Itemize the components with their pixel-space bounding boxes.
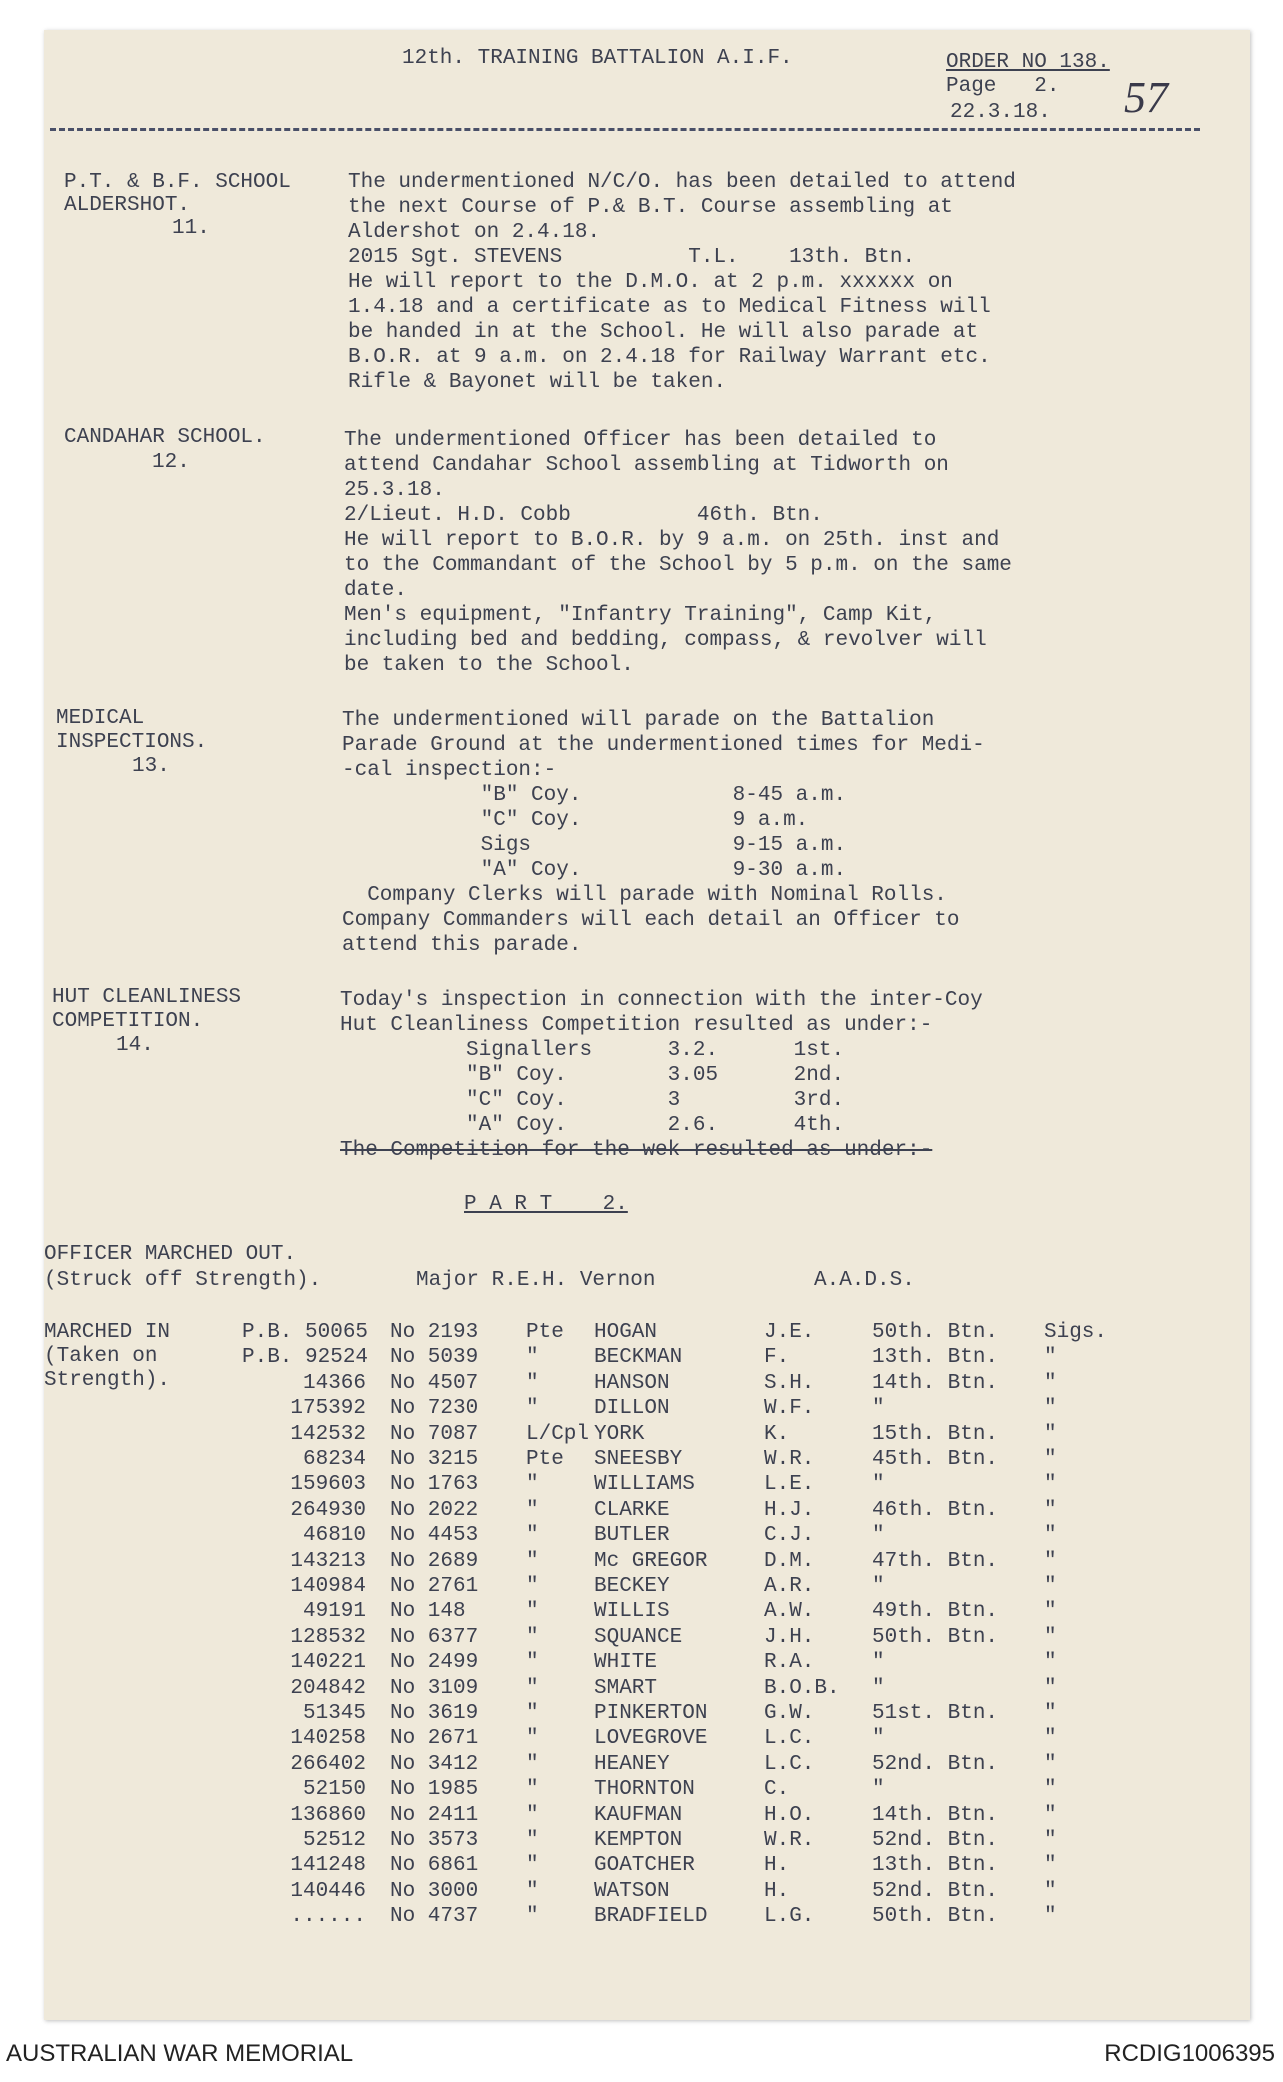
cell-unit: 45th. Btn.: [872, 1448, 999, 1471]
cell-no: No 3573: [390, 1829, 479, 1852]
marched-in-label: MARCHED IN: [44, 1321, 171, 1344]
body-line: Company Commanders will each detail an Officer to: [342, 909, 960, 932]
cell-rank: Pte: [526, 1321, 564, 1344]
cell-no: No 5039: [390, 1346, 479, 1370]
body-line: "C" Coy. 3 3rd.: [340, 1089, 845, 1112]
cell-name: KAUFMAN: [594, 1803, 683, 1827]
cell-unit: 49th. Btn.: [872, 1600, 999, 1624]
cell-unit: ": [872, 1676, 885, 1700]
cell-name: KEMPTON: [594, 1829, 683, 1852]
cell-name: BUTLER: [594, 1524, 670, 1548]
cell-no: No 4453: [390, 1524, 479, 1548]
section-heading: COMPETITION.: [52, 1010, 204, 1033]
cell-init: J.E.: [764, 1321, 815, 1344]
cell-unit: ": [872, 1727, 885, 1751]
body-line: the next Course of P.& B.T. Course assembling at: [348, 196, 953, 219]
body-line: to the Commandant of the School by 5 p.m. on the same: [344, 554, 1012, 577]
cell-init: G.W.: [764, 1702, 815, 1725]
cell-name: WILLIS: [594, 1600, 670, 1624]
cell-note: ": [1044, 1575, 1057, 1598]
cell-name: CLARKE: [594, 1498, 670, 1522]
footer-record-id: RCDIG1006395: [1104, 2040, 1275, 2067]
cell-no: No 6861: [390, 1854, 479, 1878]
body-line: Hut Cleanliness Competition resulted as under:-: [340, 1014, 933, 1037]
cell-name: PINKERTON: [594, 1702, 708, 1725]
cell-no: No 6377: [390, 1625, 479, 1649]
cell-name: HEANEY: [594, 1752, 670, 1776]
body-line: 25.3.18.: [344, 479, 445, 502]
cell-note: ": [1044, 1676, 1057, 1700]
cell-pb: 140258: [290, 1727, 366, 1751]
section-body: [348, 170, 1016, 395]
section-body: [342, 708, 985, 958]
cell-rank: ": [526, 1549, 539, 1573]
cell-rank: Pte: [526, 1448, 564, 1471]
cell-no: No 3412: [390, 1752, 479, 1776]
cell-unit: 47th. Btn.: [872, 1549, 999, 1573]
body-line: Rifle & Bayonet will be taken.: [348, 371, 727, 394]
cell-init: R.A.: [764, 1651, 815, 1675]
body-line: "B" Coy. 8-45 a.m.: [342, 784, 847, 807]
body-line: Parade Ground at the undermentioned times for Medi-: [342, 734, 985, 757]
cell-name: YORK: [594, 1422, 645, 1446]
cell-note: ": [1044, 1651, 1057, 1675]
cell-note: ": [1044, 1879, 1057, 1903]
body-line: The undermentioned will parade on the Battalion: [342, 709, 935, 732]
cell-pb: P.B. 92524: [242, 1346, 369, 1370]
cell-init: L.C.: [764, 1752, 815, 1776]
cell-init: D.M.: [764, 1549, 815, 1573]
table-row: [44, 1650, 1244, 1675]
folio-number: 57: [1124, 73, 1168, 122]
cell-rank: ": [526, 1473, 539, 1497]
cell-no: No 4507: [390, 1371, 479, 1395]
table-row: [44, 1701, 1244, 1726]
section-number: 12.: [152, 451, 190, 474]
cell-note: ": [1044, 1397, 1057, 1421]
body-line: Company Clerks will parade with Nominal Rolls.: [342, 884, 947, 907]
cell-note: ": [1044, 1727, 1057, 1751]
cell-rank: ": [526, 1854, 539, 1878]
cell-name: HOGAN: [594, 1321, 658, 1344]
page-number: Page 2.: [946, 75, 1060, 98]
cell-note: ": [1044, 1829, 1057, 1852]
table-row: [44, 1853, 1244, 1878]
body-line: Sigs 9-15 a.m.: [342, 834, 847, 857]
cell-init: L.E.: [764, 1473, 815, 1497]
section-body: [340, 988, 983, 1163]
table-row: [44, 1345, 1244, 1370]
body-line: including bed and bedding, compass, & revolver will: [344, 629, 987, 652]
cell-no: No 2689: [390, 1549, 479, 1573]
cell-pb: 140221: [290, 1651, 366, 1675]
marched-out-label: OFFICER MARCHED OUT.: [44, 1243, 297, 1266]
cell-init: W.F.: [764, 1397, 815, 1421]
cell-unit: ": [872, 1651, 885, 1675]
body-line: He will report to the D.M.O. at 2 p.m. xxxxxx on: [348, 271, 953, 294]
cell-rank: ": [526, 1676, 539, 1700]
cell-no: No 7230: [390, 1397, 479, 1421]
cell-rank: ": [526, 1905, 539, 1929]
cell-rank: ": [526, 1498, 539, 1522]
section-number: 11.: [172, 217, 210, 240]
cell-pb: 52150: [302, 1778, 366, 1802]
order-number: ORDER NO 138.: [946, 51, 1110, 74]
cell-no: No 2499: [390, 1651, 479, 1675]
cell-rank: ": [526, 1829, 539, 1852]
cell-no: No 1985: [390, 1778, 479, 1802]
cell-note: ": [1044, 1905, 1057, 1929]
cell-no: No 3000: [390, 1879, 479, 1903]
cell-rank: ": [526, 1397, 539, 1421]
cell-note: ": [1044, 1422, 1057, 1446]
cell-pb: 140984: [290, 1575, 366, 1598]
cell-pb: 175392: [290, 1397, 366, 1421]
struck-line: The Competition for the wek resulted as under:-: [340, 1139, 933, 1162]
body-line: "A" Coy. 2.6. 4th.: [340, 1114, 845, 1137]
cell-rank: ": [526, 1651, 539, 1675]
cell-no: No 3619: [390, 1702, 479, 1725]
cell-unit: 50th. Btn.: [872, 1905, 999, 1929]
section-number: 14.: [116, 1034, 154, 1057]
cell-init: C.J.: [764, 1524, 815, 1548]
body-line: Today's inspection in connection with the inter-Coy: [340, 989, 983, 1012]
marched-out-officer: Major R.E.H. Vernon: [416, 1269, 656, 1292]
body-line: He will report to B.O.R. by 9 a.m. on 25th. inst and: [344, 529, 1000, 552]
table-row: [44, 1523, 1244, 1548]
cell-pb: 68234: [302, 1448, 366, 1471]
cell-init: H.J.: [764, 1498, 815, 1522]
cell-pb: 49191: [302, 1600, 366, 1624]
cell-init: H.: [764, 1879, 790, 1903]
cell-rank: ": [526, 1371, 539, 1395]
cell-pb: 159603: [290, 1473, 366, 1497]
cell-unit: ": [872, 1397, 885, 1421]
table-row: [44, 1447, 1244, 1472]
cell-name: Mc GREGOR: [594, 1549, 708, 1573]
cell-rank: L/Cpl: [526, 1422, 590, 1446]
cell-note: ": [1044, 1473, 1057, 1497]
cell-note: ": [1044, 1498, 1057, 1522]
cell-pb: 52512: [302, 1829, 366, 1852]
table-row: [44, 1599, 1244, 1624]
table-row: [44, 1726, 1244, 1751]
section-heading: ALDERSHOT.: [64, 194, 191, 217]
cell-pb: 51345: [302, 1702, 366, 1725]
cell-rank: ": [526, 1727, 539, 1751]
cell-rank: ": [526, 1879, 539, 1903]
section-heading: HUT CLEANLINESS: [52, 986, 242, 1009]
cell-name: LOVEGROVE: [594, 1727, 708, 1751]
table-row: [44, 1574, 1244, 1599]
table-row: [44, 1752, 1244, 1777]
cell-no: No 2022: [390, 1498, 479, 1522]
cell-name: WATSON: [594, 1879, 670, 1903]
cell-no: No 2671: [390, 1727, 479, 1751]
table-row: [44, 1498, 1244, 1523]
cell-pb: 141248: [290, 1854, 366, 1878]
table-row: [44, 1472, 1244, 1497]
table-row: [44, 1422, 1244, 1447]
table-row: [44, 1371, 1244, 1396]
body-line: -cal inspection:-: [342, 759, 557, 782]
document-page: [44, 30, 1250, 2020]
cell-name: SMART: [594, 1676, 658, 1700]
cell-init: B.O.B.: [764, 1676, 840, 1700]
cell-unit: 50th. Btn.: [872, 1625, 999, 1649]
cell-init: L.G.: [764, 1905, 815, 1929]
cell-name: SQUANCE: [594, 1625, 683, 1649]
cell-unit: ": [872, 1524, 885, 1548]
cell-init: K.: [764, 1422, 790, 1446]
cell-rank: ": [526, 1600, 539, 1624]
cell-rank: ": [526, 1752, 539, 1776]
cell-name: THORNTON: [594, 1778, 695, 1802]
cell-note: ": [1044, 1702, 1057, 1725]
body-line: 2/Lieut. H.D. Cobb 46th. Btn.: [344, 504, 823, 527]
cell-no: No 3215: [390, 1448, 479, 1471]
cell-unit: 13th. Btn.: [872, 1854, 999, 1878]
cell-pb: 204842: [290, 1676, 366, 1700]
marched-in-label: Strength).: [44, 1369, 171, 1392]
body-line: date.: [344, 579, 408, 602]
table-row: [44, 1625, 1244, 1650]
cell-rank: ": [526, 1346, 539, 1370]
cell-name: BECKMAN: [594, 1346, 683, 1370]
body-line: 1.4.18 and a certificate as to Medical Fitness will: [348, 296, 991, 319]
cell-rank: ": [526, 1702, 539, 1725]
part-2-heading: P A R T 2.: [464, 1193, 628, 1216]
table-row: [44, 1676, 1244, 1701]
section-heading: CANDAHAR SCHOOL.: [64, 426, 266, 449]
cell-unit: 14th. Btn.: [872, 1371, 999, 1395]
table-row: [44, 1777, 1244, 1802]
cell-note: ": [1044, 1371, 1057, 1395]
section-body: [344, 428, 1012, 678]
cell-rank: ": [526, 1778, 539, 1802]
section-heading: P.T. & B.F. SCHOOL: [64, 171, 291, 194]
cell-pb: P.B. 50065: [242, 1321, 369, 1344]
cell-unit: 14th. Btn.: [872, 1803, 999, 1827]
section-heading: MEDICAL: [56, 707, 145, 730]
cell-unit: 46th. Btn.: [872, 1498, 999, 1522]
table-row: [44, 1396, 1244, 1421]
body-line: "B" Coy. 3.05 2nd.: [340, 1064, 845, 1087]
cell-unit: 52nd. Btn.: [872, 1879, 999, 1903]
cell-no: No 2761: [390, 1575, 479, 1598]
cell-note: ": [1044, 1625, 1057, 1649]
cell-init: H.O.: [764, 1803, 815, 1827]
cell-no: No 148: [390, 1600, 466, 1624]
table-row: [44, 1904, 1244, 1929]
cell-name: BRADFIELD: [594, 1905, 708, 1929]
cell-note: ": [1044, 1600, 1057, 1624]
cell-unit: 50th. Btn.: [872, 1321, 999, 1344]
cell-name: BECKEY: [594, 1575, 670, 1598]
cell-unit: 13th. Btn.: [872, 1346, 999, 1370]
cell-name: WHITE: [594, 1651, 658, 1675]
body-line: "A" Coy. 9-30 a.m.: [342, 859, 847, 882]
cell-note: ": [1044, 1448, 1057, 1471]
cell-init: F.: [764, 1346, 790, 1370]
table-row: [44, 1803, 1244, 1828]
body-line: Aldershot on 2.4.18.: [348, 221, 601, 244]
cell-no: No 1763: [390, 1473, 479, 1497]
cell-pb: 136860: [290, 1803, 366, 1827]
cell-note: ": [1044, 1549, 1057, 1573]
section-heading: INSPECTIONS.: [56, 731, 208, 754]
cell-init: W.R.: [764, 1829, 815, 1852]
marched-in-label: (Taken on: [44, 1345, 158, 1368]
cell-pb: ......: [290, 1905, 366, 1929]
header-divider: [50, 128, 1200, 131]
cell-rank: ": [526, 1803, 539, 1827]
cell-pb: 143213: [290, 1549, 366, 1573]
order-date: 22.3.18.: [950, 101, 1051, 124]
table-row: [44, 1320, 1244, 1345]
cell-name: HANSON: [594, 1371, 670, 1395]
body-line: "C" Coy. 9 a.m.: [342, 809, 809, 832]
cell-no: No 3109: [390, 1676, 479, 1700]
table-row: [44, 1549, 1244, 1574]
cell-unit: 15th. Btn.: [872, 1422, 999, 1446]
body-line: be taken to the School.: [344, 654, 634, 677]
cell-name: SNEESBY: [594, 1448, 683, 1471]
cell-init: W.R.: [764, 1448, 815, 1471]
cell-note: ": [1044, 1752, 1057, 1776]
body-line: The undermentioned N/C/O. has been detailed to attend: [348, 171, 1016, 194]
table-row: [44, 1828, 1244, 1853]
body-line: be handed in at the School. He will also parade at: [348, 321, 979, 344]
cell-name: GOATCHER: [594, 1854, 695, 1878]
body-line: attend Candahar School assembling at Tidworth on: [344, 454, 949, 477]
cell-unit: ": [872, 1473, 885, 1497]
cell-name: WILLIAMS: [594, 1473, 695, 1497]
body-line: attend this parade.: [342, 934, 582, 957]
table-row: [44, 1879, 1244, 1904]
body-line: Signallers 3.2. 1st.: [340, 1039, 845, 1062]
cell-unit: ": [872, 1778, 885, 1802]
body-line: 2015 Sgt. STEVENS T.L. 13th. Btn.: [348, 246, 916, 269]
marched-out-label: (Struck off Strength).: [44, 1269, 322, 1292]
body-line: B.O.R. at 9 a.m. on 2.4.18 for Railway Warrant etc.: [348, 346, 991, 369]
body-line: Men's equipment, "Infantry Training", Camp Kit,: [344, 604, 937, 627]
marched-out-unit: A.A.D.S.: [814, 1269, 915, 1292]
cell-init: L.C.: [764, 1727, 815, 1751]
cell-unit: 51st. Btn.: [872, 1702, 999, 1725]
cell-pb: 140446: [290, 1879, 366, 1903]
cell-pb: 14366: [302, 1371, 366, 1395]
cell-note: ": [1044, 1346, 1057, 1370]
cell-init: C.: [764, 1778, 790, 1802]
cell-unit: 52nd. Btn.: [872, 1752, 999, 1776]
cell-note: Sigs.: [1044, 1321, 1108, 1344]
body-line: The undermentioned Officer has been detailed to: [344, 429, 937, 452]
cell-pb: 128532: [290, 1625, 366, 1649]
cell-pb: 46810: [302, 1524, 366, 1548]
cell-note: ": [1044, 1778, 1057, 1802]
cell-rank: ": [526, 1625, 539, 1649]
cell-no: No 2411: [390, 1803, 479, 1827]
cell-no: No 7087: [390, 1422, 479, 1446]
footer-archive-name: AUSTRALIAN WAR MEMORIAL: [6, 2040, 354, 2067]
cell-init: H.: [764, 1854, 790, 1878]
cell-init: J.H.: [764, 1625, 815, 1649]
cell-init: S.H.: [764, 1371, 815, 1395]
cell-pb: 264930: [290, 1498, 366, 1522]
cell-unit: ": [872, 1575, 885, 1598]
cell-note: ": [1044, 1803, 1057, 1827]
cell-pb: 266402: [290, 1752, 366, 1776]
cell-rank: ": [526, 1524, 539, 1548]
cell-note: ": [1044, 1524, 1057, 1548]
section-number: 13.: [132, 755, 170, 778]
cell-note: ": [1044, 1854, 1057, 1878]
cell-unit: 52nd. Btn.: [872, 1829, 999, 1852]
cell-rank: ": [526, 1575, 539, 1598]
cell-no: No 4737: [390, 1905, 479, 1929]
cell-init: A.W.: [764, 1600, 815, 1624]
battalion-title: 12th. TRAINING BATTALION A.I.F.: [402, 47, 793, 70]
cell-pb: 142532: [290, 1422, 366, 1446]
cell-name: DILLON: [594, 1397, 670, 1421]
cell-init: A.R.: [764, 1575, 815, 1598]
cell-no: No 2193: [390, 1321, 479, 1344]
